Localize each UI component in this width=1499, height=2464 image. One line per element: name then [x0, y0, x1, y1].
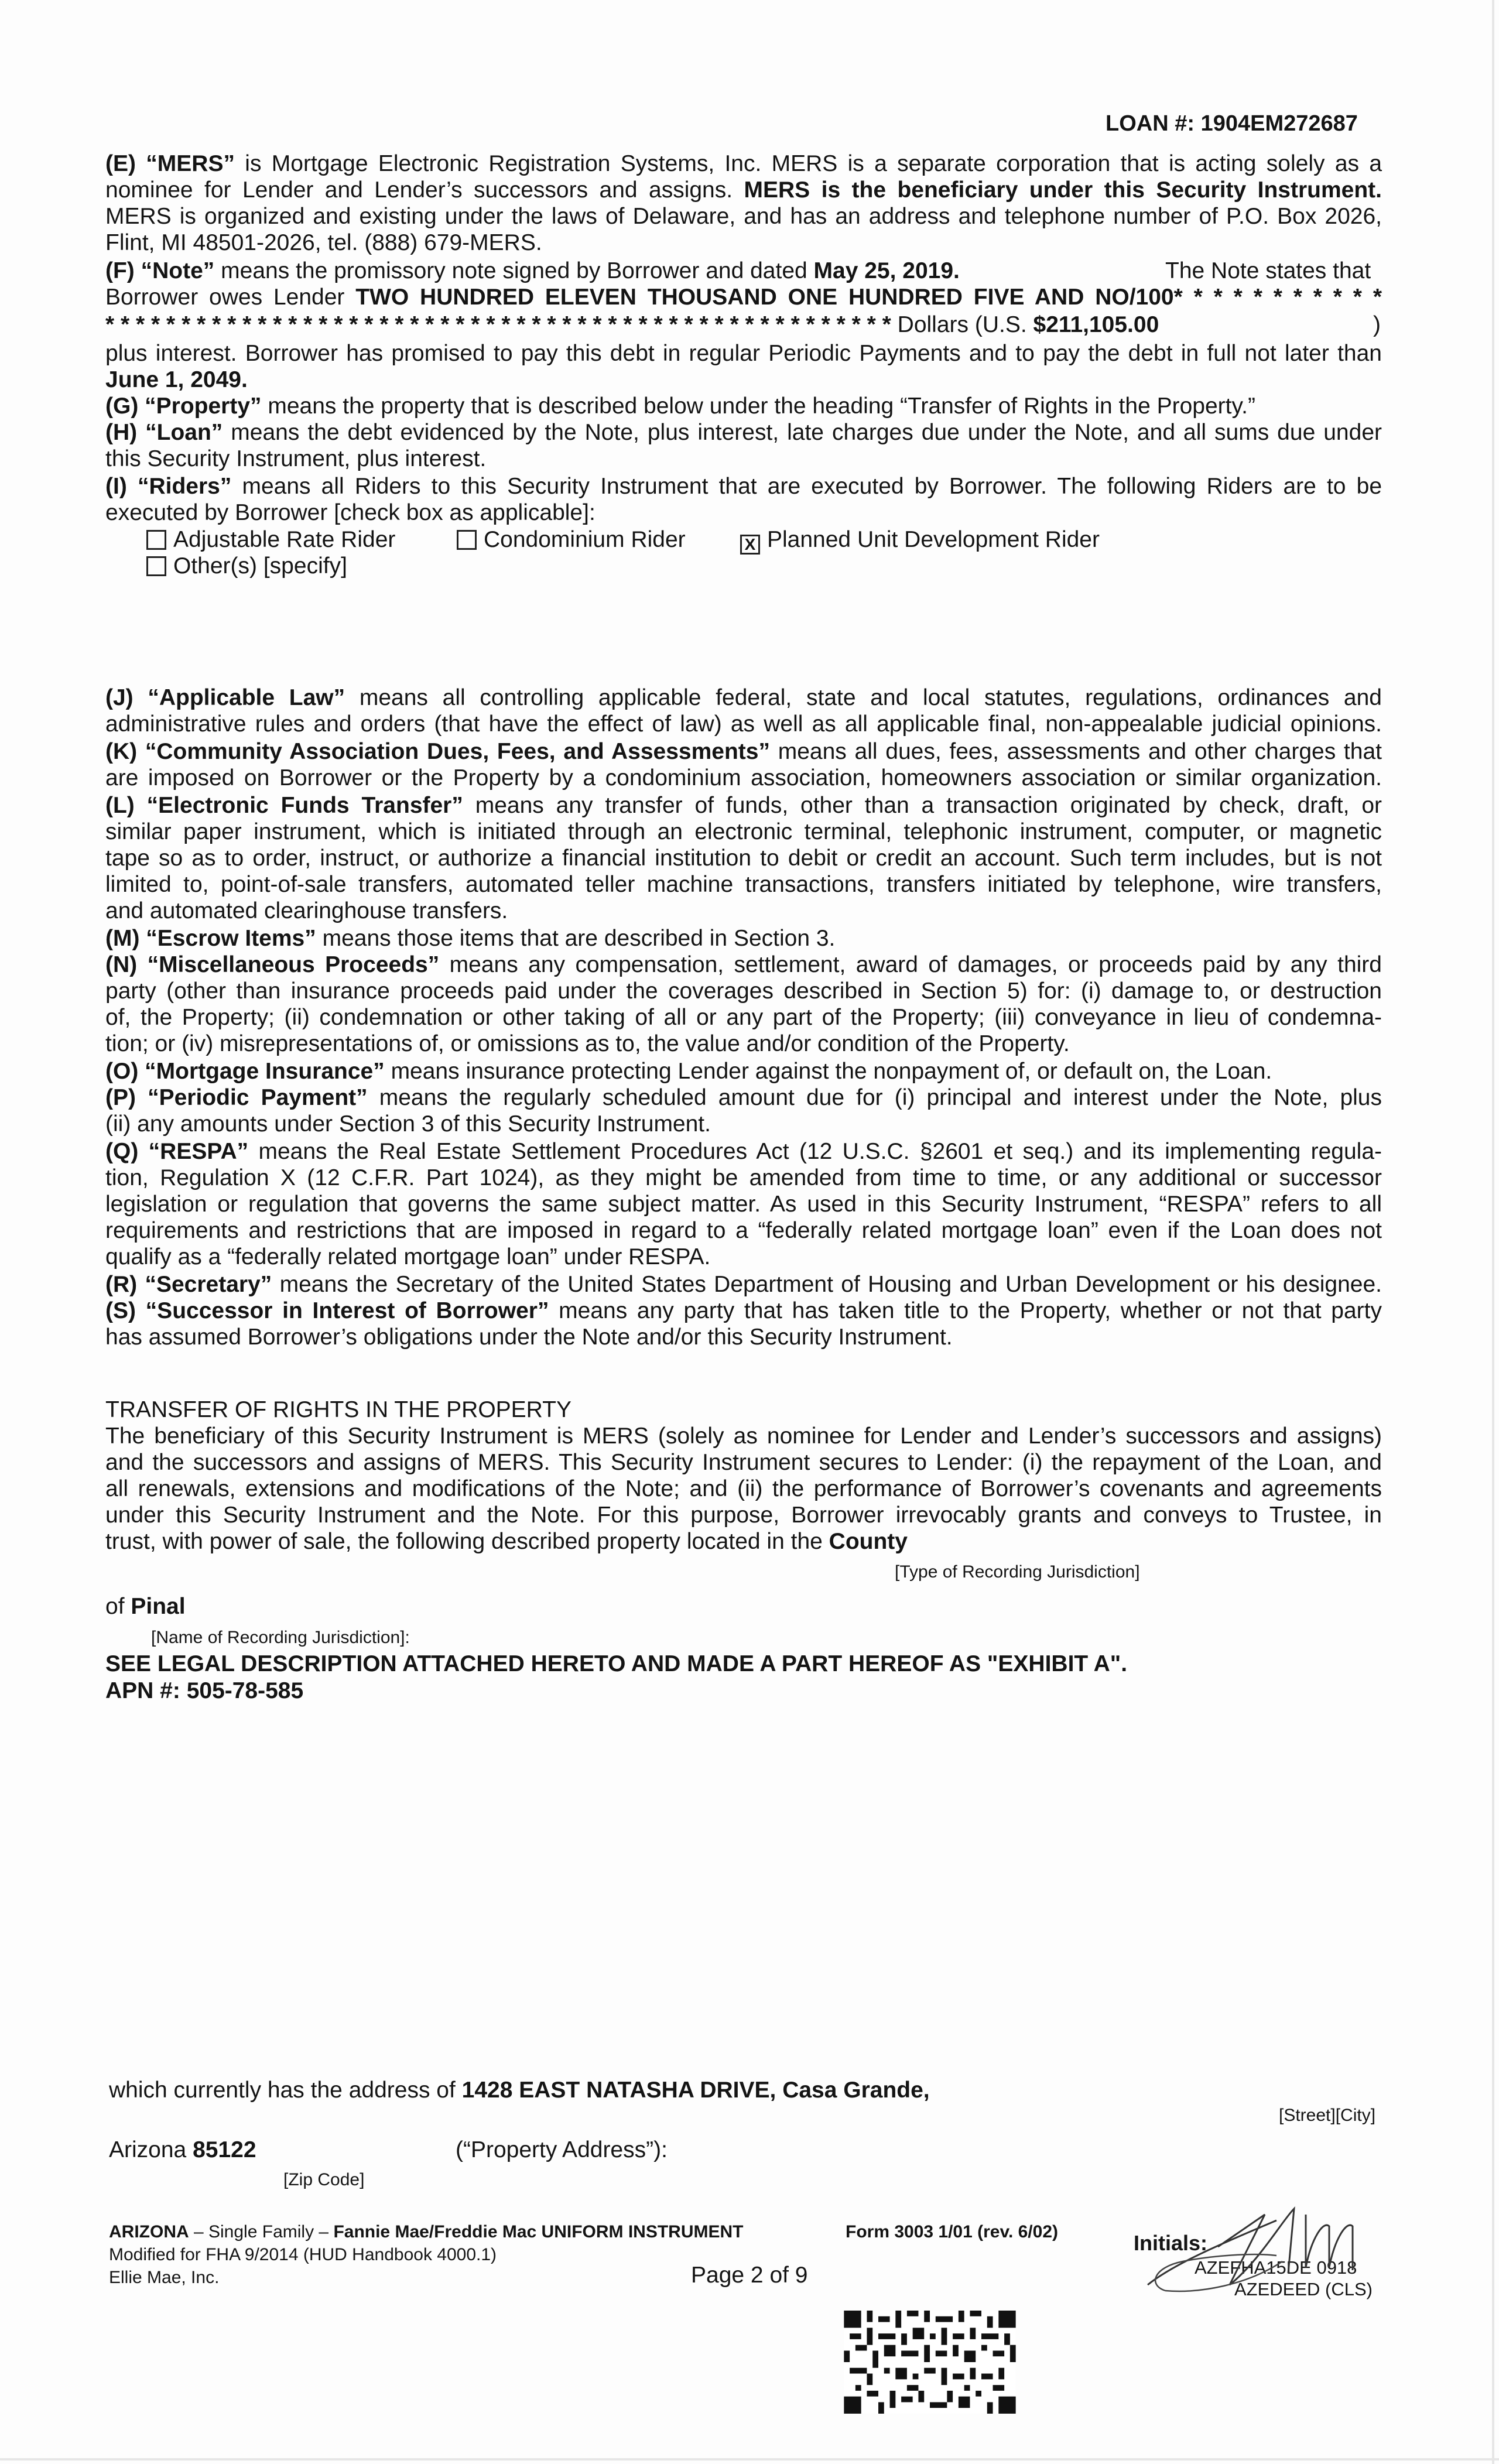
para-e-line-2 [105, 177, 1382, 203]
para-q-line-3: legislation or regulation that governs the same subject matter. As used in this Security Instrument, “RESPA” refers to all [105, 1192, 1382, 1217]
para-i-line-2: executed by Borrower [check box as applicable]: [105, 500, 596, 525]
checkbox-other[interactable] [146, 556, 166, 576]
amount-close-paren: ) [1373, 312, 1381, 337]
state: Arizona [109, 2137, 193, 2162]
para-m [105, 926, 1382, 952]
para-e-label: (E) “MERS” [105, 151, 235, 176]
checkbox-planned-unit-development[interactable]: X [740, 535, 760, 555]
transfer-text-5: trust, with power of sale, the following described property located in the [105, 1529, 829, 1554]
para-l-line-1 [105, 793, 1382, 819]
para-q-text-1: means the Real Estate Settlement Procedures Act (12 U.S.C. §2601 et seq.) and its implementing regula- [248, 1139, 1382, 1164]
form-code: AZEFHA15DE 0918 [1195, 2257, 1357, 2278]
para-g-text: means the property that is described below under the heading “Transfer of Rights in the Property.” [261, 393, 1255, 419]
state-zip-line [109, 2137, 256, 2163]
para-o [105, 1059, 1382, 1084]
maturity-date-value: June 1, 2049. [105, 367, 248, 392]
para-m-text: means those items that are described in Section 3. [316, 926, 836, 951]
para-m-label: (M) “Escrow Items” [105, 926, 316, 951]
para-r-text: means the Secretary of the United States Department of Housing and Urban Development or his designee. [272, 1272, 1382, 1297]
para-p-text-1: means the regularly scheduled amount due for (i) principal and interest under the Note, plus [367, 1085, 1382, 1110]
of-label: of [105, 1594, 131, 1619]
jurisdiction-name-line [105, 1594, 186, 1620]
para-h-line-2: this Security Instrument, plus interest. [105, 446, 487, 471]
dollars-label: Dollars (U.S. [891, 312, 1033, 337]
loan-amount: $211,105.00 [1033, 312, 1159, 337]
para-s-line-1 [105, 1298, 1382, 1324]
para-q-line-1 [105, 1139, 1382, 1165]
rider-planned-unit-development[interactable] [740, 527, 1100, 555]
para-f-label: (F) “Note” [105, 258, 215, 283]
jurisdiction-type: County [829, 1529, 908, 1554]
legal-description: SEE LEGAL DESCRIPTION ATTACHED HERETO AND MADE A PART HEREOF AS "EXHIBIT A". [105, 1651, 1128, 1676]
checkbox-adjustable-rate[interactable] [146, 530, 166, 550]
para-n-line-3: of, the Property; (ii) condemnation or other taking of all or any part of the Property; (iii) conveyance in lieu of condemna- [105, 1005, 1382, 1030]
para-l-label: (L) “Electronic Funds Transfer” [105, 793, 463, 818]
para-l-line-3: tape so as to order, instruct, or authorize a financial institution to debit or credit an account. Such term includes, but is not [105, 846, 1382, 871]
street-city-caption: [Street][City] [1279, 2106, 1376, 2125]
para-j-text-1: means all controlling applicable federal, state and local statutes, regulations, ordinances and [345, 685, 1382, 710]
transfer-line-5 [105, 1529, 1382, 1555]
para-g-label: (G) “Property” [105, 393, 262, 419]
para-j-label: (J) “Applicable Law” [105, 685, 345, 710]
para-r [105, 1272, 1382, 1298]
para-e-line-4: Flint, MI 48501-2026, tel. (888) 679-MERS. [105, 230, 542, 255]
amount-words: TWO HUNDRED ELEVEN THOUSAND ONE HUNDRED FIVE AND NO/100* * * * * * * * * * * [355, 285, 1382, 310]
jurisdiction-name-caption: [Name of Recording Jurisdiction]: [151, 1628, 410, 1647]
scan-edge-bottom [0, 2458, 1499, 2460]
para-n-label: (N) “Miscellaneous Proceeds” [105, 952, 440, 977]
para-s-text-1: means any party that has taken title to the Property, whether or not that party [549, 1298, 1382, 1323]
page-number: Page 2 of 9 [691, 2263, 808, 2288]
form-title [109, 2222, 744, 2242]
form-state: ARIZONA [109, 2222, 189, 2241]
para-k-text-1: means all dues, fees, assessments and other charges that [769, 739, 1382, 764]
transfer-heading: TRANSFER OF RIGHTS IN THE PROPERTY [105, 1397, 571, 1422]
para-h-line-1 [105, 420, 1382, 446]
rider-label: Other(s) [specify] [173, 553, 347, 579]
amount-stars: * * * * * * * * * * * * * * * * * * * * * * * * * * * * * * * * * * * * * * * * * * * * * * * * * * * * [105, 312, 891, 337]
para-h-text-1: means the debt evidenced by the Note, plus interest, late charges due under the Note, and all sums due under [223, 420, 1382, 445]
rider-adjustable-rate[interactable] [146, 527, 395, 553]
para-q-label: (Q) “RESPA” [105, 1139, 249, 1164]
apn-number: APN #: 505-78-585 [105, 1678, 304, 1703]
para-g [105, 393, 1382, 419]
note-date: May 25, 2019. [813, 258, 960, 283]
handwritten-initials-signature [1130, 2197, 1388, 2314]
transfer-line-1: The beneficiary of this Security Instrument is MERS (solely as nominee for Lender and Lender’s successors and assigns) [105, 1423, 1382, 1449]
barcode-icon [842, 2311, 1018, 2414]
para-l-text-1: means any transfer of funds, other than a transaction originated by check, draft, or [463, 793, 1382, 818]
para-o-text: means insurance protecting Lender against the nonpayment of, or default on, the Loan. [384, 1059, 1272, 1084]
para-f-line-3 [105, 312, 1382, 338]
para-p-line-2: (ii) any amounts under Section 3 of this Security Instrument. [105, 1111, 711, 1137]
para-f-owes: Borrower owes Lender [105, 285, 356, 310]
form-instrument: Fannie Mae/Freddie Mac UNIFORM INSTRUMENT [333, 2222, 744, 2241]
rider-label: Planned Unit Development Rider [767, 527, 1100, 552]
para-f-tail: The Note states that [1165, 258, 1371, 283]
para-i-text-1: means all Riders to this Security Instrument that are executed by Borrower. The following Riders are to be [231, 474, 1382, 499]
para-s-line-2: has assumed Borrower’s obligations under the Note and/or this Security Instrument. [105, 1325, 953, 1350]
rider-label: Adjustable Rate Rider [173, 527, 396, 552]
rider-condominium[interactable] [457, 527, 686, 553]
para-k-line-1 [105, 739, 1382, 765]
para-f-text-1: means the promissory note signed by Borrower and dated [214, 258, 814, 283]
para-n-line-4: tion; or (iv) misrepresentations of, or omissions as to, the value and/or condition of the Property. [105, 1031, 1070, 1056]
para-e-text-1: is Mortgage Electronic Registration Systems, Inc. MERS is a separate corporation that is acting solely as a [234, 151, 1382, 176]
para-f-line-4: plus interest. Borrower has promised to pay this debt in regular Periodic Payments and to pay the debt in full not later than [105, 341, 1382, 366]
jurisdiction-name: Pinal [131, 1594, 186, 1619]
transfer-line-4: under this Security Instrument and the Note. For this purpose, Borrower irrevocably grants and conveys to Trustee, in [105, 1503, 1382, 1528]
property-address-line [109, 2078, 930, 2103]
para-e-text-2: nominee for Lender and Lender’s successors and assigns. [105, 177, 744, 203]
para-l-line-5: and automated clearinghouse transfers. [105, 898, 508, 923]
rider-label: Condominium Rider [484, 527, 686, 552]
form-vendor: Ellie Mae, Inc. [109, 2268, 220, 2287]
para-s-label: (S) “Successor in Interest of Borrower” [105, 1298, 549, 1323]
jurisdiction-type-caption: [Type of Recording Jurisdiction] [895, 1562, 1140, 1582]
para-n-text-1: means any compensation, settlement, award of damages, or proceeds paid by any third [439, 952, 1382, 977]
para-i-label: (I) “Riders” [105, 474, 232, 499]
para-e-line-3: MERS is organized and existing under the laws of Delaware, and has an address and telephone number of P.O. Box 2026, [105, 204, 1382, 229]
para-p-line-1 [105, 1085, 1382, 1111]
form-modified: Modified for FHA 9/2014 (HUD Handbook 4000.1) [109, 2245, 497, 2264]
property-address-label: (“Property Address”): [456, 2137, 668, 2162]
address-label: which currently has the address of [109, 2078, 462, 2103]
para-n-line-1 [105, 952, 1382, 978]
transfer-line-3: all renewals, extensions and modifications of the Note; and (ii) the performance of Borrower’s covenants and agreements [105, 1476, 1382, 1501]
zip-caption: [Zip Code] [283, 2170, 365, 2189]
scan-edge-right [1492, 0, 1494, 2464]
para-n-line-2: party (other than insurance proceeds paid under the coverages described in Section 5) for: (i) damage to, or destruction [105, 978, 1382, 1004]
para-l-line-4: limited to, point-of-sale transfers, automated teller machine transactions, transfers initiated by telephone, wire transfers, [105, 872, 1382, 897]
form-code-2: AZEDEED (CLS) [1234, 2279, 1373, 2299]
para-l-line-2: similar paper instrument, which is initiated through an electronic terminal, telephonic instrument, computer, or magnetic [105, 819, 1382, 844]
form-number: Form 3003 1/01 (rev. 6/02) [846, 2222, 1058, 2241]
para-r-label: (R) “Secretary” [105, 1272, 272, 1297]
loan-number: LOAN #: 1904EM272687 [1106, 111, 1358, 136]
para-k-line-2: are imposed on Borrower or the Property by a condominium association, homeowners association or similar organization. [105, 765, 1382, 790]
para-q-line-4: requirements and restrictions that are imposed in regard to a “federally related mortgage loan” even if the Loan does not [105, 1218, 1382, 1243]
para-k-label: (K) “Community Association Dues, Fees, and Assessments” [105, 739, 770, 764]
para-e-line-1 [105, 151, 1382, 177]
rider-other[interactable] [146, 553, 347, 579]
checkbox-condominium[interactable] [457, 530, 477, 550]
para-i-line-1 [105, 474, 1382, 499]
para-e-beneficiary: MERS is the beneficiary under this Security Instrument. [744, 177, 1382, 203]
initials-label: Initials: [1134, 2231, 1208, 2255]
para-q-line-2: tion, Regulation X (12 C.F.R. Part 1024), as they might be amended from time to time, or any additional or successor [105, 1165, 1382, 1190]
para-q-line-5: qualify as a “federally related mortgage loan” under RESPA. [105, 1244, 711, 1269]
para-j-line-2: administrative rules and orders (that have the effect of law) as well as all applicable final, non-appealable judicial opinions. [105, 711, 1382, 737]
zip-code: 85122 [193, 2137, 256, 2162]
form-type: – Single Family – [189, 2222, 334, 2241]
para-o-label: (O) “Mortgage Insurance” [105, 1059, 385, 1084]
para-p-label: (P) “Periodic Payment” [105, 1085, 368, 1110]
para-h-label: (H) “Loan” [105, 420, 223, 445]
maturity-date [105, 367, 1382, 393]
para-f-line-2 [105, 285, 1382, 310]
para-j-line-1 [105, 685, 1382, 711]
transfer-line-2: and the successors and assigns of MERS. This Security Instrument secures to Lender: (i) the repayment of the Loan, and [105, 1450, 1382, 1475]
street-city: 1428 EAST NATASHA DRIVE, Casa Grande, [461, 2078, 930, 2103]
